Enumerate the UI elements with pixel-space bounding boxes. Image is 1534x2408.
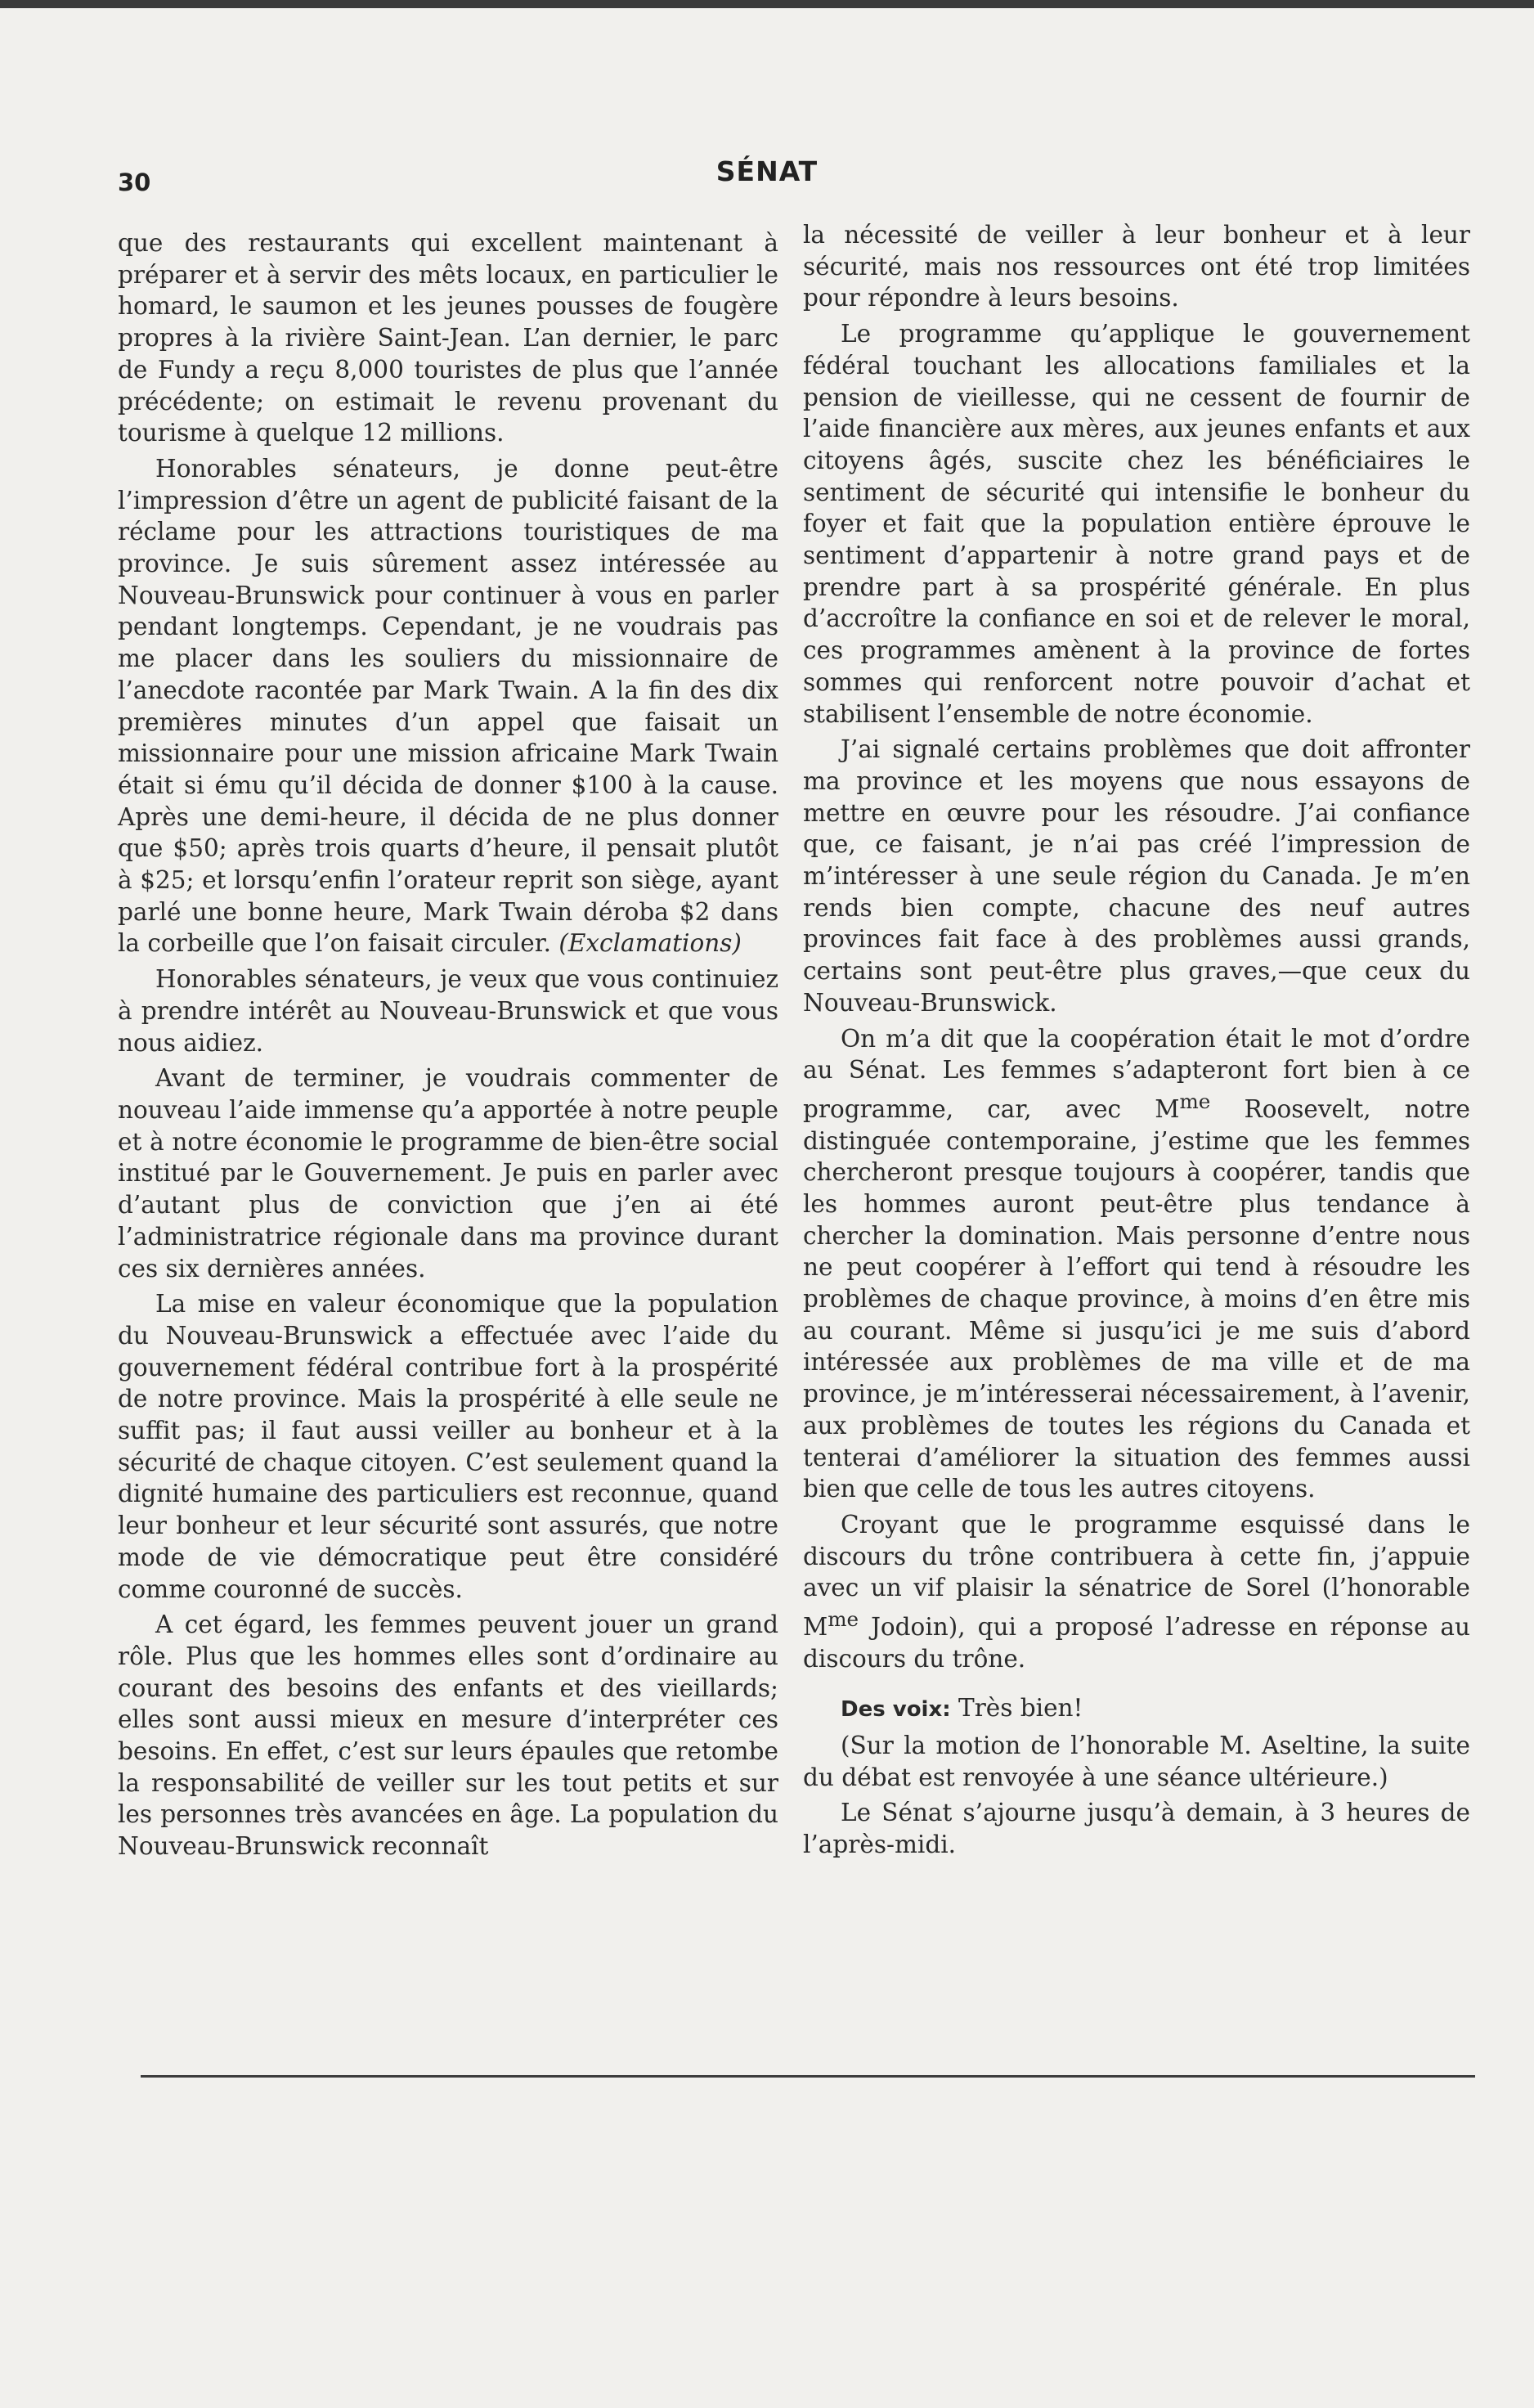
paragraph: A cet égard, les femmes peuvent jouer un grand rôle. Plus que les hommes elles sont d’ordinaire au courant des besoins des enfants et des vieillards; elles sont aussi mieux en mesure d’interpréter ces besoins. En effet, c’est sur leurs épaules que retombe la responsabilité de veiller sur les tout petits et sur les personnes très avancées en âge. La population du Nouveau-Brunswick reconnaît bbox=[118, 1611, 778, 1861]
left-column bbox=[118, 227, 778, 1862]
procedural-note: (Sur la motion de l’honorable M. Aseltine, la suite du débat est renvoyée à une séance ultérieure.) bbox=[803, 1732, 1470, 1791]
paragraph bbox=[803, 1509, 1470, 1674]
paragraph-text: Jodoin), qui a proposé l’adresse en réponse au discours du trône. bbox=[803, 1612, 1470, 1673]
paragraph bbox=[803, 1023, 1470, 1505]
speaker-label: Des voix: bbox=[841, 1697, 951, 1723]
paragraph: la nécessité de veiller à leur bonheur et à leur sécurité, mais nos ressources ont été trop limitées pour répondre à leurs besoins. bbox=[803, 221, 1470, 312]
bottom-rule bbox=[141, 2075, 1475, 2078]
paragraph: Honorables sénateurs, je veux que vous continuiez à prendre intérêt au Nouveau-Brunswick et que vous nous aidiez. bbox=[118, 965, 778, 1057]
adjournment-note: Le Sénat s’ajourne jusqu’à demain, à 3 heures de l’après-midi. bbox=[803, 1799, 1470, 1859]
paragraph: J’ai signalé certains problèmes que doit affronter ma province et les moyens que nous essayons de mettre en œuvre pour les résoudre. J’ai confiance que, ce faisant, je n’ai pas créé l’impression de m’intéresser à une seule région du Canada. Je m’en rends bien compte, chacune des neuf autres provinces fait face à des problèmes aussi grands, certains sont peut-être plus graves,—que ceux du Nouveau-Brunswick. bbox=[803, 735, 1470, 1017]
paragraph-text: Roosevelt, notre distinguée contemporaine, j’estime que les femmes chercheront presque toujours à coopérer, tandis que les hommes auront peut-être plus tendance à chercher la domination. Mais personne d’entre nous ne peut coopérer à l’effort qui tend à résoudre les problèmes de chaque province, à moins d’en être mis au courant. Même si jusqu’ici je me suis d’abord intéressée aux problèmes de ma ville et de ma province, je m’intéresserai nécessairement, à l’avenir, aux problèmes de toutes les régions du Canada et tenterai d’améliorer la situation des femmes aussi bien que celle de tous les autres citoyens. bbox=[803, 1094, 1470, 1503]
paragraph-text: Croyant que le programme esquissé dans le discours du trône contribuera à cette fin, j’appuie avec un vif plaisir la sénatrice de Sorel (l’honorable M bbox=[803, 1510, 1470, 1641]
paragraph: que des restaurants qui excellent maintenant à préparer et à servir des mêts locaux, en particulier le homard, le saumon et les jeunes pousses de fougère propres à la rivière Saint-Jean. L’an dernier, le parc de Fundy a reçu 8,000 touristes de plus que l’année précédente; on estimait le revenu provenant du tourisme à quelque 12 millions. bbox=[118, 229, 778, 447]
running-head: SÉNAT bbox=[715, 155, 819, 187]
paragraph bbox=[118, 453, 778, 959]
paragraph-text: Honorables sénateurs, je donne peut-être l’impression d’être un agent de publicité faisant de la réclame pour les attractions touristiques de ma province. Je suis sûrement assez intéressée au Nouveau-Brunswick pour continuer à vous en parler pendant longtemps. Cependant, je ne voudrais pas me placer dans les souliers du missionnaire de l’anecdote racontée par Mark Twain. A la fin des dix premières minutes d’un appel que faisait un missionnaire pour une mission africaine Mark Twain était si ému qu’il décida de donner $100 à la cause. Après une demi-heure, il décida de ne plus donner que $50; après trois quarts d’heure, il pensait plutôt à $25; et lorsqu’enfin l’orateur reprit son siège, ayant parlé une bonne heure, Mark Twain déroba $2 dans la corbeille que l’on faisait circuler. bbox=[118, 454, 778, 958]
interjection: (Exclamations) bbox=[558, 929, 742, 958]
paragraph: Le programme qu’applique le gouvernement fédéral touchant les allocations familiales et la pension de vieillesse, qui ne cessent de fournir de l’aide financière aux mères, aux jeunes enfants et aux citoyens âgés, suscite chez les bénéficiaires le sentiment de sécurité qui intensifie le bonheur du foyer et fait que la population entière éprouve le sentiment d’appartenir à notre grand pays et de prendre part à sa prospérité générale. En plus d’accroître la confiance en soi et de relever le moral, ces programmes amènent à la province de fortes sommes qui renforcent notre pouvoir d’achat et stabilisent l’ensemble de notre économie. bbox=[803, 320, 1470, 728]
paragraph: La mise en valeur économique que la population du Nouveau-Brunswick a effectuée avec l’aide du gouvernement fédéral contribue fort à la prospérité de notre province. Mais la prospérité à elle seule ne suffit pas; il faut aussi veiller au bonheur et à la sécurité de chaque citoyen. C’est seulement quand la dignité humaine des particuliers est reconnue, quand leur bonheur et leur sécurité sont assurés, que notre mode de vie démocratique peut être considéré comme couronné de succès. bbox=[118, 1290, 778, 1603]
right-column bbox=[803, 219, 1470, 1861]
superscript: me bbox=[828, 1607, 859, 1632]
page-number: 30 bbox=[118, 168, 151, 196]
paragraph-text: On m’a dit que la coopération était le mot d’ordre au Sénat. Les femmes s’adapteront fort bien à ce programme, car, avec M bbox=[803, 1024, 1470, 1123]
paragraph: Avant de terminer, je voudrais commenter de nouveau l’aide immense qu’a apportée à notre peuple et à notre économie le programme de bien-être social institué par le Gouvernement. Je puis en parler avec d’autant plus de conviction que j’en ai été l’administratrice régionale dans ma province durant ces six dernières années. bbox=[118, 1064, 778, 1283]
speaker-text: Très bien! bbox=[950, 1694, 1083, 1723]
superscript: me bbox=[1179, 1089, 1211, 1113]
scan-top-border bbox=[0, 0, 1534, 8]
speaker-line bbox=[803, 1692, 1470, 1726]
